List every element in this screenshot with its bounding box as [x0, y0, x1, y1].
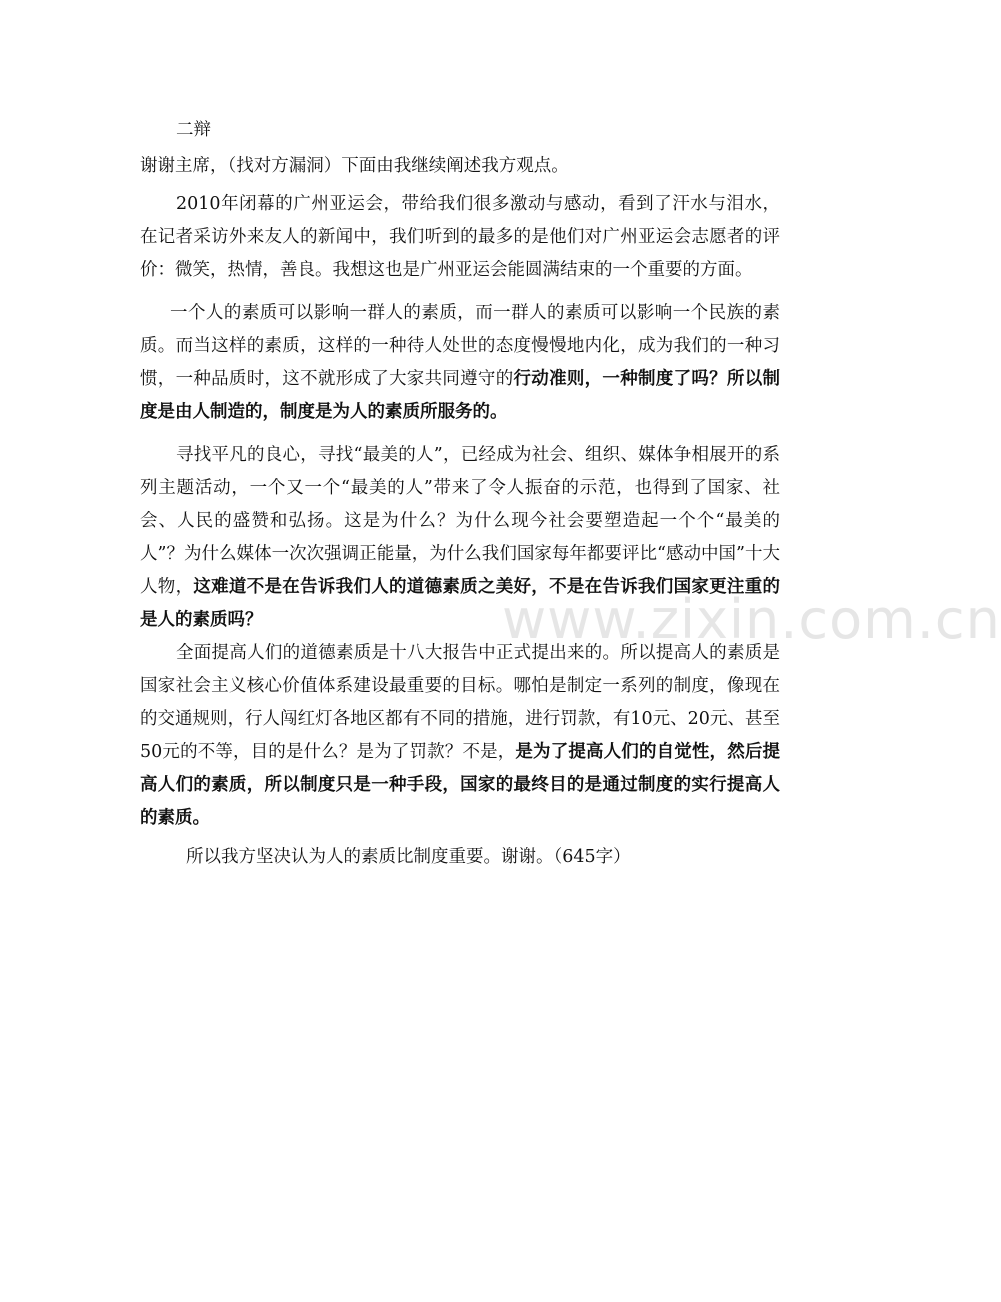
document-body	[140, 112, 780, 874]
watermark: www.zixin.com.cn	[502, 588, 1001, 651]
paragraph-3-text: 寻找平凡的良心，寻找“最美的人”，已经成为社会、组织、媒体争相展开的系列主题活动，一个又一个“最美的人”带来了令人振奋的示范，也得到了国家、社会、人民的盛赞和弘扬。这是为什么？为什么现今社会要塑造起一个个“最美的人”？为什么媒体一次次强调正能量，为什么我们国家每年都要评比“感动中国”十大人物，	[140, 445, 780, 597]
closing-line: 所以我方坚决认为人的素质比制度重要。谢谢。（645字）	[186, 847, 631, 867]
paragraph-4	[140, 637, 780, 835]
paragraph-3	[140, 439, 780, 637]
paragraph-4-emphasis: 是为了提高人们的自觉性，然后提高人们的素质，所以制度只是一种手段，国家的最终目的是通过制度的实行提高人的素质。	[140, 742, 780, 828]
paragraph-1	[140, 188, 780, 287]
paragraph-3-emphasis: 这难道不是在告诉我们人的道德素质之美好，不是在告诉我们国家更注重的是人的素质吗？	[140, 577, 780, 630]
paragraph-2	[140, 297, 780, 429]
paragraph-2-emphasis: 行动准则，一种制度了吗？所以制度是由人制造的，制度是为人的素质所服务的。	[140, 369, 780, 422]
opening-line: 谢谢主席，（找对方漏洞）下面由我继续阐述我方观点。	[140, 156, 569, 176]
paragraph-4-text: 全面提高人们的道德素质是十八大报告中正式提出来的。所以提高人的素质是国家社会主义核心价值体系建设最重要的目标。哪怕是制定一系列的制度，像现在的交通规则，行人闯红灯各地区都有不同的措施，进行罚款，有10元、20元、甚至50元的不等，目的是什么？是为了罚款？不是，	[140, 643, 780, 762]
paragraph-1-text: 2010年闭幕的广州亚运会，带给我们很多激动与感动，看到了汗水与泪水，在记者采访外来友人的新闻中，我们听到的最多的是他们对广州亚运会志愿者的评价：微笑，热情，善良。我想这也是广州亚运会能圆满结束的一个重要的方面。	[140, 194, 780, 280]
section-heading: 二辩	[176, 120, 211, 140]
paragraph-2-text: 一个人的素质可以影响一群人的素质，而一群人的素质可以影响一个民族的素质。而当这样的素质，这样的一种待人处世的态度慢慢地内化，成为我们的一种习惯，一种品质时，这不就形成了大家共同遵守的	[140, 303, 780, 389]
